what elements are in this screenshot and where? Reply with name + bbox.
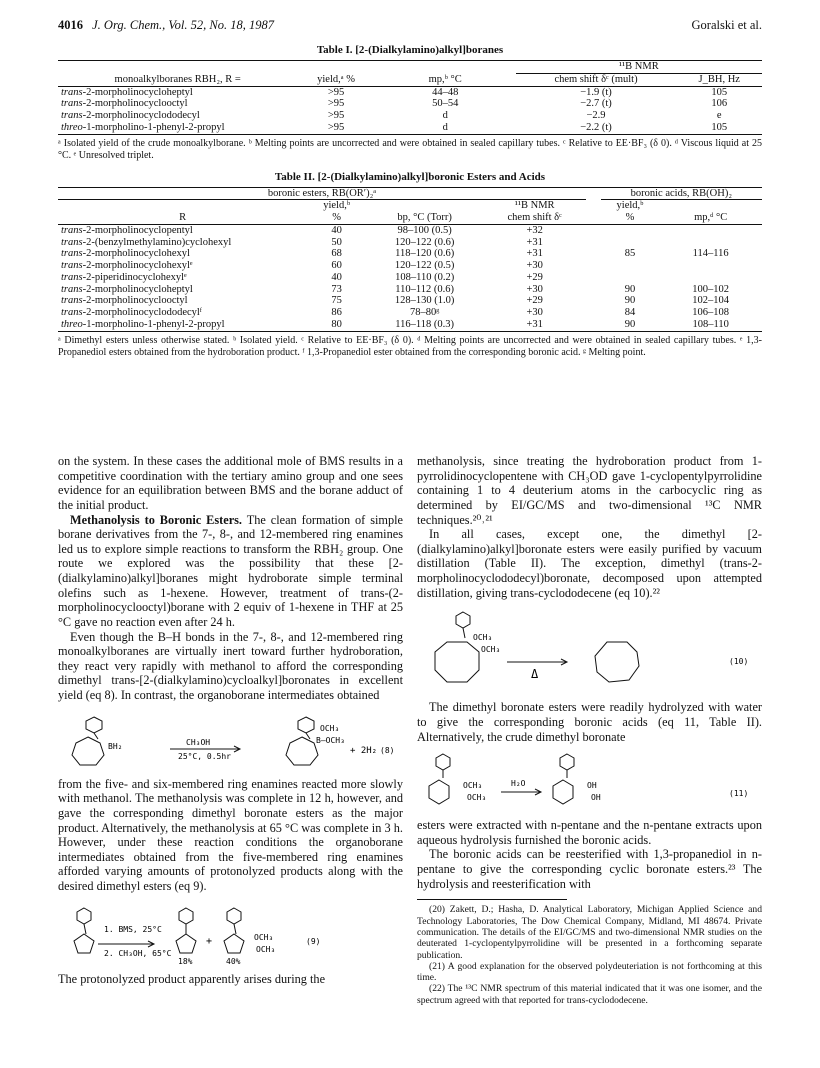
table1-cell: trans-2-morpholinocycloheptyl	[61, 86, 193, 98]
table2-cell: 86	[331, 307, 342, 318]
page-number: 4016	[58, 18, 83, 32]
table2-cell: 40	[331, 271, 342, 283]
table2-body	[58, 224, 762, 331]
table2-cell: trans-2-morpholinocycloheptyl	[61, 283, 193, 295]
table2-group-acids: boronic acids, RB(OH)₂	[601, 187, 762, 200]
eq11-oh-bottom: OH	[591, 793, 601, 803]
table2-cell: 90	[624, 295, 636, 307]
table1-col-mp: mp,ᵇ °C	[375, 73, 516, 86]
table1-col-yield: yield,ᵃ %	[297, 73, 374, 86]
eq8-conditions: 25°C, 0.5hr	[178, 751, 231, 761]
table2-col-ayield-top: yield,ᵇ	[616, 200, 644, 212]
table2-cell: 128–130 (1.0)	[394, 295, 455, 307]
left-paragraph-1: on the system. In these cases the additional mole of BMS results in a competitive coordination with the tertiary amino group and one sees evidence for an equilibration between BMS and the borane adduct of the initial product.	[58, 454, 403, 512]
eq11-och3-top: OCH₃	[463, 781, 483, 791]
reference-22: (22) The ¹³C NMR spectrum of this material indicated that it was one isomer, and the spectrum agreed with that reported for trans-cyclododecene.	[417, 983, 762, 1006]
table2-cell: 102–104	[692, 295, 730, 307]
table2-col-nmr-top: ¹¹B NMR	[514, 200, 555, 212]
running-header	[58, 18, 762, 38]
left-paragraph-3: Even though the B–H bonds in the 7-, 8-, and 12-membered ring monoalkylboranes are virtually inert toward further hydroboration, they react very rapidly with methanol to afford the corresponding dimethyl trans-[2-(dialkylamino)cycloalkyl]boronates in excellent yield (eq 8). In contrast, the organoborane intermediates obtained	[58, 629, 403, 702]
table1-cell: d	[442, 110, 448, 121]
eq11-och3-bottom: OCH₃	[467, 793, 487, 803]
table1-cell: −2.2 (t)	[580, 121, 612, 133]
right-column	[417, 454, 762, 1006]
table2-cell	[659, 224, 762, 236]
table2-cell	[601, 272, 660, 284]
eq9-yield-2: 40%	[226, 956, 241, 966]
eq9-step1: 1. BMS, 25°C	[104, 924, 162, 934]
table2-cell: trans-2-morpholinocyclohexylᵉ	[61, 260, 193, 271]
table1-cell: −2.9	[586, 110, 606, 121]
table1-cell: >95	[327, 98, 345, 110]
table2-col-yield: %	[307, 212, 366, 224]
table1-cell: 105	[711, 86, 728, 98]
eq11-oh-top: OH	[587, 781, 597, 791]
table1-cell: trans-2-morpholinocyclooctyl	[61, 98, 188, 110]
reference-21: (21) A good explanation for the observed polydeuteriation is not forthcoming at this time.	[417, 960, 762, 984]
table2-cell: 73	[331, 283, 342, 295]
left-paragraph-2: Methanolysis to Boronic Esters. The clean formation of simple borane derivatives from the 7-, 8-, and 12-membered ring enamines led us to explore simple reactions to transform the RBH₂ group. One route we explored was the possibility that these [2-(dialkylamino)alkyl]boranes might hydroborate simple terminal olefins such as 1-hexene. However, treatment of trans-(2-morpholinocyclooctyl)borane with 2 equiv of 1-hexene in THF at 25 °C gave no reaction even after 24 h.	[58, 512, 403, 629]
table2-cell: +30	[526, 260, 543, 271]
svg-text:+: +	[206, 935, 213, 947]
reference-20: (20) Zakett, D.; Hasha, D. Analytical Laboratory, Michigan Applied Science and Technology Laboratories, The Dow Chemical Company, Midland, MI 48674. Private communication. The details of the EI/GC/MS and two-dimensional NMR studies on the deuterated 1-cyclopentylpyrrolidine will be presented in a forthcoming separate publication.	[417, 904, 762, 961]
eq9-step2: 2. CH₃OH, 65°C	[104, 948, 172, 958]
table2-cell: trans-2-morpholinocyclododecylᶠ	[61, 307, 203, 318]
table2-cell: 90	[624, 283, 636, 295]
table1-cell: 106	[711, 98, 728, 110]
right-paragraph-5: The boronic acids can be reesterified with 1,3-propanediol in n-pentane to give the corresponding cyclic boronate esters.²³ The hydrolysis and reesterification with	[417, 847, 762, 891]
table1-caption: Table I. [2-(Dialkylamino)alkyl]boranes	[316, 44, 504, 56]
eq8-och3-bottom: B–OCH₃	[316, 735, 345, 745]
table-row	[58, 272, 762, 284]
equation-8	[58, 709, 403, 771]
table2-cell: 108–110	[692, 318, 729, 330]
table2-cell: +29	[526, 271, 543, 283]
table1-group-header: ¹¹B NMR	[516, 61, 762, 74]
table1-cell: 44–48	[432, 86, 459, 98]
table2-cell	[586, 284, 601, 296]
table2-cell	[586, 260, 601, 272]
table1-cell: threo-1-morpholino-1-phenyl-2-propyl	[61, 121, 225, 133]
eq8-bh2: BH₂	[108, 741, 123, 751]
table2-caption: Table II. [2-(Dialkylamino)alkyl]boronic Esters and Acids	[274, 170, 546, 183]
table2-cell	[586, 307, 601, 319]
table1-cell: e	[716, 110, 722, 121]
table2-cell	[659, 237, 762, 249]
table-row	[58, 307, 762, 319]
eq10-och3-top: OCH₃	[473, 633, 493, 643]
table2-cell: threo-1-morpholino-1-phenyl-2-propyl	[61, 318, 225, 330]
table2-cell: 118–120 (0.6)	[395, 248, 455, 260]
equation-11	[417, 750, 762, 812]
table-row	[58, 224, 762, 236]
table2-cell: 100–102	[692, 283, 730, 295]
table2-cell: +31	[526, 236, 543, 248]
table2-cell: 68	[331, 248, 342, 260]
table1-cell: −1.9 (t)	[580, 86, 612, 98]
equation-8-scheme	[58, 709, 403, 771]
table-row	[58, 237, 762, 249]
table2-cell: +31	[526, 318, 543, 330]
table2-col-nmr: chem shift δᶜ	[483, 212, 586, 224]
table2-cell: 84	[624, 307, 636, 318]
article-page	[58, 18, 762, 360]
table1-cell: trans-2-morpholinocyclododecyl	[61, 110, 200, 121]
table2-cell: +30	[526, 307, 543, 318]
table-row	[58, 98, 762, 110]
table2-cell	[586, 272, 601, 284]
equation-10	[417, 606, 762, 694]
running-authors: Goralski et al.	[691, 18, 762, 32]
table2-cell: trans-2-morpholinocyclooctyl	[61, 295, 188, 307]
eq10-heat: Δ	[531, 667, 539, 682]
right-paragraph-1: methanolysis, since treating the hydroboration product from 1-pyrrolidinocyclopentene with CH₃OD gave 1-cyclopentylpyrrolidine containing 1 to 4 deuterium atoms in the carbocyclic ring as determined by EI/GC/MS and two-dimensional ¹³C NMR techniques.²⁰˒²¹	[417, 454, 762, 527]
eq8-number: (8)	[380, 745, 395, 755]
table1-cell: −2.7 (t)	[580, 98, 612, 110]
table1-cell: >95	[327, 121, 345, 133]
eq9-yield-1: 18%	[178, 956, 193, 966]
table2-footnote: ᵃ Dimethyl esters unless otherwise stated. ᵇ Isolated yield. ᶜ Relative to EE·BF₃ (δ 0). ᵈ Melting points are uncorrected and were obtained in sealed capillary tubes. ᵉ 1,3-Propanediol esters obtained from the hydroboration product. ᶠ 1,3-Propanediol ester obtained from the corresponding boronic acid. ᵍ Melting point.	[58, 334, 762, 358]
table2-cell: 60	[331, 260, 342, 271]
table2-cell: 40	[331, 224, 342, 236]
table2-col-ayield: %	[601, 212, 660, 224]
table2-cell: 108–110 (0.2)	[395, 271, 455, 283]
table2-cell: 78–80ᵍ	[409, 307, 440, 318]
table2-cell	[586, 248, 601, 260]
left-paragraph-4: from the five- and six-membered ring enamines reacted more slowly with methanol. The methanolysis was complete in 12 h, however, and gave the corresponding dimethyl boronate esters as the major product. Alternatively, the methanolysis at 65 °C was complete in 3 h. However, under these reaction conditions the organoborane intermediates obtained from the five-membered ring enamines afforded varying amounts of protonolyzed products along with the desired dimethyl esters (eq 9).	[58, 776, 403, 893]
table1-col-r: monoalkylboranes RBH₂, R =	[58, 73, 297, 86]
table-row	[58, 110, 762, 122]
table2-cell: 85	[624, 248, 636, 260]
table2-cell	[659, 260, 762, 272]
table2-cell	[586, 295, 601, 307]
table2-cell: 50	[331, 236, 342, 248]
left-column	[58, 454, 403, 1006]
equation-9	[58, 900, 403, 966]
table2-cell	[601, 224, 660, 236]
table1-cell: >95	[327, 110, 345, 121]
table2-cell: 90	[624, 318, 636, 330]
eq8-plus-h2: + 2H₂	[350, 745, 378, 756]
eq8-reagent: CH₃OH	[186, 737, 211, 747]
table2-col-mp: mp,ᵈ °C	[659, 212, 762, 224]
table2-cell	[586, 224, 601, 236]
table2-cell: trans-2-(benzylmethylamino)cyclohexyl	[61, 236, 232, 248]
eq9-och3-top: OCH₃	[254, 932, 274, 942]
table1-col-shift: chem shift δᶜ (mult)	[516, 73, 677, 86]
table2-cell: 110–112 (0.6)	[395, 283, 455, 295]
table2-cell: 116–118 (0.3)	[395, 318, 455, 330]
table-row	[58, 260, 762, 272]
eq10-number: (10)	[729, 657, 749, 667]
table2-cell	[586, 319, 601, 331]
left-paragraph-5: The protonolyzed product apparently arises during the	[58, 971, 326, 986]
table2-cell: 98–100 (0.5)	[397, 224, 452, 236]
table-row	[58, 122, 762, 134]
table2-cell: 120–122 (0.5)	[394, 260, 455, 271]
right-paragraph-3: The dimethyl boronate esters were readily hydrolyzed with water to give the corresponding boronic acids (eq 11, Table II). Alternatively, the crude dimethyl boronate	[417, 700, 762, 744]
table2-cell: 75	[331, 295, 342, 307]
table2-cell: trans-2-piperidinocyclohexylᵉ	[61, 271, 187, 283]
equation-11-scheme	[417, 750, 762, 812]
table1-cell: 105	[711, 121, 728, 133]
table2-cell: trans-2-morpholinocyclohexyl	[61, 248, 190, 260]
table2-cell: +30	[526, 283, 543, 295]
table-row	[58, 284, 762, 296]
table2-cell: 106–108	[692, 307, 730, 318]
table1-cell: d	[442, 121, 448, 133]
journal-citation: J. Org. Chem., Vol. 52, No. 18, 1987	[92, 18, 274, 32]
table1-cell: 50–54	[432, 98, 459, 110]
table-row	[58, 319, 762, 331]
equation-9-scheme	[58, 900, 403, 966]
eq11-reagent: H₂O	[511, 779, 526, 789]
eq11-number: (11)	[729, 789, 749, 799]
table2	[58, 187, 762, 332]
table1-body	[58, 86, 762, 134]
table2-cell: +32	[526, 224, 543, 236]
right-paragraph-2: In all cases, except one, the dimethyl [2-(dialkylamino)alkyl]boronate esters were easily purified by vacuum distillation (Table II). The exception, dimethyl (trans-2-morpholinocyclododecyl)boronate, decomposed upon attempted distillation, giving trans-cyclododecene (eq 10).²²	[417, 527, 762, 600]
table2-cell: 80	[331, 318, 342, 330]
table2-cell: +31	[526, 248, 543, 260]
table-row	[58, 295, 762, 307]
table2-cell	[601, 260, 660, 272]
table2-col-bp: bp, °C (Torr)	[366, 212, 483, 224]
table1-cell: >95	[327, 86, 345, 98]
eq8-och3-top: OCH₃	[320, 723, 340, 733]
eq9-number: (9)	[306, 936, 321, 946]
table2-cell: 120–122 (0.6)	[394, 236, 455, 248]
table2-cell: trans-2-morpholinocyclopentyl	[61, 224, 193, 236]
table-row	[58, 86, 762, 98]
table2-col-r: R	[58, 212, 307, 224]
table2-cell: +29	[526, 295, 543, 307]
right-paragraph-4: esters were extracted with n-pentane and the n-pentane extracts upon aqueous hydrolysis furnished the boronic acids.	[417, 818, 762, 847]
references	[417, 904, 762, 1006]
table2-col-yield-top: yield,ᵇ	[323, 200, 351, 212]
table1-col-jbh: J_BH, Hz	[676, 73, 762, 86]
table1	[58, 60, 762, 135]
table-row	[58, 248, 762, 260]
eq10-och3-bottom: OCH₃	[481, 645, 501, 655]
body-columns	[58, 454, 762, 1006]
table2-group-esters: boronic esters, RB(OR′)₂ᵃ	[58, 187, 586, 200]
table2-cell: 114–116	[692, 248, 729, 260]
table2-cell	[601, 237, 660, 249]
table1-footnote: ᵃ Isolated yield of the crude monoalkylborane. ᵇ Melting points are uncorrected and were obtained in sealed capillary tubes. ᶜ Relative to EE·BF₃ (δ 0). ᵈ Viscous liquid at 25 °C. ᵉ Unresolved triplet.	[58, 137, 762, 161]
table2-cell	[586, 237, 601, 249]
table2-cell	[659, 272, 762, 284]
eq9-och3-bottom: OCH₃	[256, 944, 276, 954]
section-heading: Methanolysis to Boronic Esters.	[70, 512, 243, 527]
equation-10-scheme	[417, 606, 762, 694]
